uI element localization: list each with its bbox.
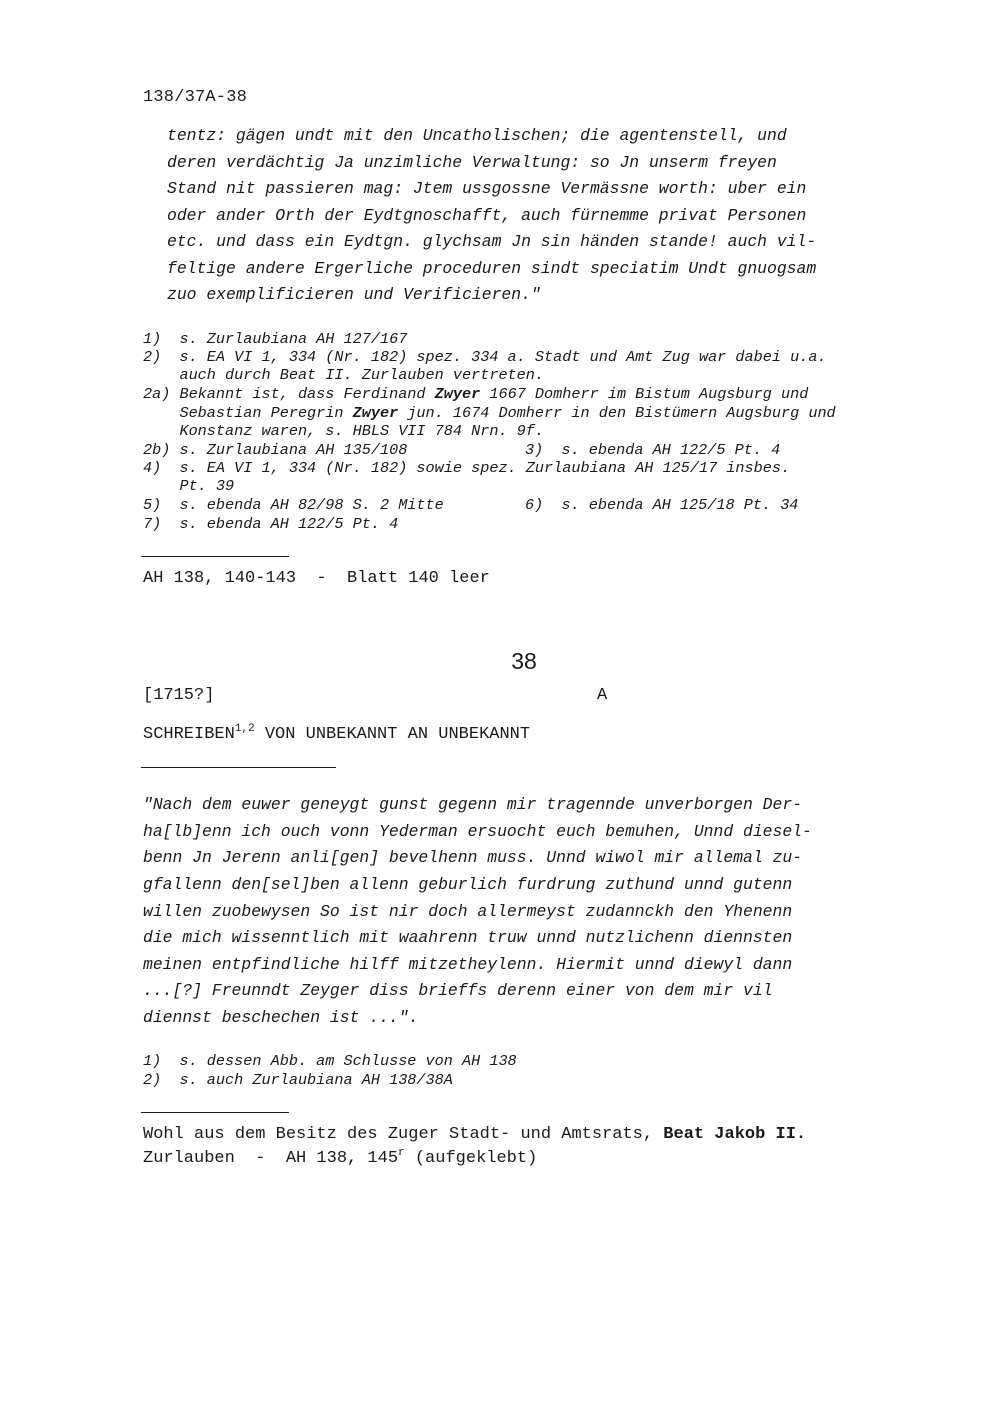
person-name: Zwyer xyxy=(352,404,399,422)
quote-line: ha[lb]enn ich ouch vonn Yederman ersuocht euch bemuhen, Unnd diesel- xyxy=(143,822,812,841)
quote-line: feltige andere Ergerliche proceduren sindt speciatim Undt gnuogsam xyxy=(167,259,817,278)
quote-line: gfallenn den[sel]ben allenn geburlich furdrung zuthund unnd gutenn xyxy=(143,875,793,894)
page-reference: 138/37A-38 xyxy=(143,88,248,107)
document-date: [1715?] xyxy=(143,686,215,705)
quote-line: tentz: gägen undt mit den Uncatholischen; die agentenstell, und xyxy=(167,126,787,145)
footnote: auch durch Beat II. Zurlauben vertreten. xyxy=(143,366,545,384)
source-note: AH 138, 140-143 - Blatt 140 leer xyxy=(143,569,490,588)
section-rule xyxy=(141,1112,289,1113)
quote-line: diennst beschechen ist ...". xyxy=(143,1008,419,1027)
quote-line: etc. und dass ein Eydtgn. glychsam Jn sin händen stande! auch vil- xyxy=(167,232,817,251)
quote-line: deren verdächtig Ja unzimliche Verwaltung: so Jn unserm freyen xyxy=(167,153,777,172)
footnote: 2a) Bekannt ist, dass Ferdinand Zwyer 1667 Domherr im Bistum Augsburg und xyxy=(143,385,809,403)
source-note: Wohl aus dem Besitz des Zuger Stadt- und Amtsrats, Beat Jakob II. xyxy=(143,1125,807,1144)
footnote: 2) s. auch Zurlaubiana AH 138/38A xyxy=(143,1071,453,1089)
footnote: 2b) s. Zurlaubiana AH 135/108 xyxy=(143,441,408,459)
person-name: Zwyer xyxy=(434,385,481,403)
footnote: 3) s. ebenda AH 122/5 Pt. 4 xyxy=(525,441,781,459)
section-rule xyxy=(141,556,289,557)
quote-line: zuo exemplificieren und Verificieren." xyxy=(167,285,541,304)
footnote: 7) s. ebenda AH 122/5 Pt. 4 xyxy=(143,515,399,533)
source-note: Zurlauben - AH 138, 145$^r$ (aufgeklebt) xyxy=(143,1147,538,1168)
footnote: Pt. 39 xyxy=(143,477,235,495)
footnote: 5) s. ebenda AH 82/98 S. 2 Mitte xyxy=(143,496,444,514)
footnote: Sebastian Peregrin Zwyer jun. 1674 Domherr in den Bistümern Augsburg und xyxy=(143,404,836,422)
quote-line: Stand nit passieren mag: Jtem ussgossne Vermässne worth: uber ein xyxy=(167,179,807,198)
footnote: 4) s. EA VI 1, 334 (Nr. 182) sowie spez. Zurlaubiana AH 125/17 insbes. xyxy=(143,459,791,477)
footnote: 2) s. EA VI 1, 334 (Nr. 182) spez. 334 a. Stadt und Amt Zug war dabei u.a. xyxy=(143,348,827,366)
quote-line: "Nach dem euwer geneygt gunst gegenn mir tragennde unverborgen Der- xyxy=(143,795,803,814)
footnote: Konstanz waren, s. HBLS VII 784 Nrn. 9f. xyxy=(143,422,545,440)
quote-line: benn Jn Jerenn anli[gen] bevelhenn muss. Unnd wiwol mir allemal zu- xyxy=(143,848,803,867)
document-variant: A xyxy=(597,686,608,705)
quote-line: meinen entpfindliche hilff mitzetheylenn. Hiermit unnd diewyl dann xyxy=(143,955,793,974)
footnote: 6) s. ebenda AH 125/18 Pt. 34 xyxy=(525,496,799,514)
document-number: 38 xyxy=(511,648,537,674)
quote-line: willen zuobewysen So ist nir doch allermeyst zudannckh den Yhenenn xyxy=(143,902,793,921)
quote-line: ...[?] Freunndt Zeyger diss brieffs derenn einer von dem mir vil xyxy=(143,981,773,1000)
person-name: Beat Jakob II. xyxy=(663,1125,807,1144)
footnote-ref: 1,2 xyxy=(234,723,255,735)
quote-line: die mich wissenntlich mit waahrenn truw unnd nutzlichenn diennsten xyxy=(143,928,793,947)
document-title: SCHREIBEN$^{1,2}$ VON UNBEKANNT AN UNBEKANNT xyxy=(143,723,531,744)
title-rule xyxy=(141,767,336,768)
footnote: 1) s. dessen Abb. am Schlusse von AH 138 xyxy=(143,1052,517,1070)
footnote: 1) s. Zurlaubiana AH 127/167 xyxy=(143,330,408,348)
recto-mark: r xyxy=(398,1147,405,1159)
quote-line: oder ander Orth der Eydtgnoschafft, auch fürnemme privat Personen xyxy=(167,206,807,225)
